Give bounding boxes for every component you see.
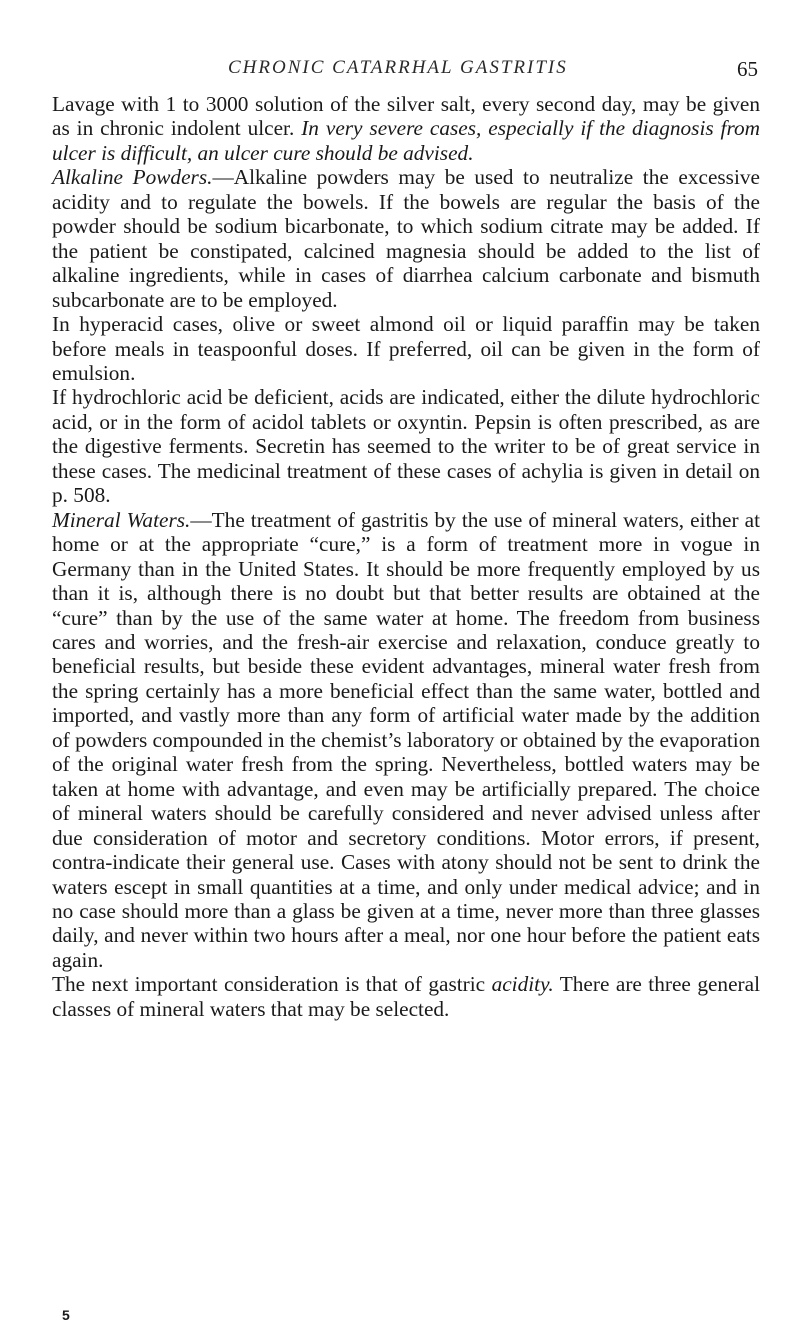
paragraph-mineral-waters: Mineral Waters.—The treatment of gastritis by the use of mineral waters, either at home or at the appropriate “cure,” is a form of treatment more in vogue in Germany than in the United States. It should be more frequently employed by us than it is, although there is no doubt but that better results are obtained at the “cure” than by the use of the same water at home. The freedom from business cares and worries, and the fresh-air exercise and relaxation, conduce greatly to beneficial results, but beside these evident advantages, mineral water fresh from the spring certainly has a more beneficial effect than the same water, bottled and imported, and vastly more than any form of artificial water made by the addition of powders compounded in the chemist’s laboratory or obtained by the evaporation of the original water fresh from the spring. Nevertheless, bottled waters may be taken at home with advantage, and even may be artificially prepared. The choice of mineral waters should be carefully considered and never advised unless after due consideration of motor and secretory conditions. Motor errors, if present, contra-indicate their general use. Cases with atony should not be sent to drink the waters escept in small quantities at a time, and only under medical advice; and in no case should more than a glass be given at a time, never more than three glasses daily, and never within two hours after a meal, nor one hour before the patient eats again. <box>52 507 761 972</box>
running-head <box>52 57 758 87</box>
signature-mark: 5 <box>62 1307 70 1323</box>
section-heading-alkaline-powders: Alkaline Powders. <box>52 165 213 190</box>
paragraph-hyperacid: In hyperacid cases, olive or sweet almond oil or liquid paraffin may be taken before meals in teaspoonful doses. If preferred, oil can be given in the form of emulsion. <box>52 312 760 385</box>
paragraph-acidity: The next important consideration is that of gastric acidity. There are three general classes of mineral waters that may be selected. <box>52 972 760 1021</box>
paragraph-hydrochloric: If hydrochloric acid be deficient, acids are indicated, either the dilute hydrochloric acid, or in the form of acidol tablets or oxyntin. Pepsin is often prescribed, as are the digestive ferments. Secretin has seemed to the writer to be of great service in these cases. The medicinal treatment of these cases of achylia is given in detail on p. 508. <box>52 385 760 508</box>
page-number: 65 <box>737 57 758 81</box>
running-title: CHRONIC CATARRHAL GASTRITIS <box>228 57 568 78</box>
body-text <box>52 92 760 1021</box>
section-heading-mineral-waters: Mineral Waters. <box>52 507 191 532</box>
paragraph-lavage: Lavage with 1 to 3000 solution of the silver salt, every second day, may be given as in chronic indolent ulcer. In very severe cases, especially if the diagnosis from ulcer is difficult, an ulcer cure should be advised. <box>52 92 761 165</box>
paragraph-alkaline-powders: Alkaline Powders.—Alkaline powders may be used to neutralize the excessive acidity and to regulate the bowels. If the bowels are regular the basis of the powder should be sodium bicarbonate, to which sodium citrate may be added. If the patient be constipated, calcined magnesia should be added to the list of alkaline ingredients, while in cases of diarrhea calcium carbonate and bismuth subcarbonate are to be employed. <box>52 165 760 312</box>
